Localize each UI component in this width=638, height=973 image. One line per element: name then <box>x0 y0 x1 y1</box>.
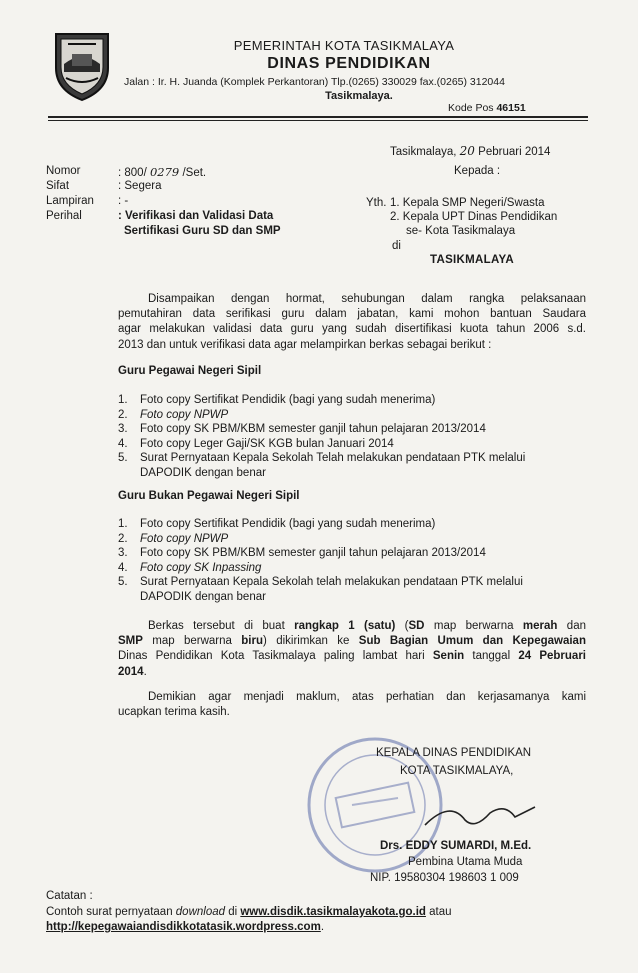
list-item-text: Foto copy SK Inpassing <box>140 561 262 574</box>
list-item-text: Foto copy NPWP <box>140 408 229 421</box>
footer-text-a: Contoh surat pernyataan <box>46 906 176 918</box>
closing-text-l: Sub Bagian Umum dan Kepegawaian <box>358 635 586 648</box>
header-rule-thick <box>48 116 588 118</box>
closing-text-d: SD <box>408 620 425 632</box>
list-item-text: Foto copy Leger Gaji/SK KGB bulan Januari 2014 <box>140 437 394 450</box>
list-item-text: Foto copy SK PBM/KBM semester ganjil tahun pelajaran 2013/2014 <box>140 547 486 560</box>
signer-name: Drs. EDDY SUMARDI, M.Ed. <box>380 840 532 852</box>
lampiran-value: : - <box>118 195 129 207</box>
intro-line-1: Disampaikan dengan hormat, sehubungan dalam rangka pelaksanaan <box>148 293 586 305</box>
closing-line-3 <box>118 649 586 664</box>
signer-title-1: KEPALA DINAS PENDIDIKAN <box>376 747 532 759</box>
yth-label: Yth. <box>366 197 387 209</box>
list-item <box>118 575 588 590</box>
list-item <box>118 393 588 408</box>
closing-text-a: Berkas tersebut di buat <box>148 620 295 632</box>
list-item <box>118 590 588 605</box>
intro-line-2: pemutahiran data serifikasi guru dalam jabatan, kami mohon bantuan Saudara <box>118 308 586 321</box>
closing-text-i: map berwarna <box>142 635 242 648</box>
closing-line-1 <box>118 619 586 634</box>
list-item <box>118 532 588 547</box>
header-rule-thin <box>48 120 588 121</box>
intro-paragraph <box>118 292 586 353</box>
signature-scribble-icon <box>420 795 540 835</box>
nomor-suffix: /Set. <box>182 167 207 179</box>
list-item-text: DAPODIK dengan benar <box>140 467 266 479</box>
list-item-text: Foto copy Sertifikat Pendidik (bagi yang sudah menerima) <box>140 518 436 530</box>
perihal-line-1: : Verifikasi dan Validasi Data <box>118 210 274 222</box>
list-item-text: Surat Pernyataan Kepala Sekolah telah melakukan pendataan PTK melalui <box>140 576 523 589</box>
intro-line-4: 2013 dan untuk verifikasi data agar melampirkan berkas sebagai berikut : <box>118 338 492 351</box>
di-label: di <box>392 240 401 252</box>
agency-name: DINAS PENDIDIKAN <box>267 55 431 72</box>
footer-line-2 <box>46 921 606 933</box>
thanks-paragraph <box>118 690 586 720</box>
footer-text-d: atau <box>425 906 452 918</box>
list-item-number: 3. <box>118 547 128 560</box>
date-place: Tasikmalaya, <box>390 146 457 158</box>
closing-text-n: Senin <box>432 650 465 663</box>
recipient-line-2: 2. Kepala UPT Dinas Pendidikan <box>390 211 558 223</box>
nomor-prefix: : 800/ <box>118 167 147 179</box>
list-item-number: 2. <box>118 532 128 545</box>
pns-heading: Guru Pegawai Negeri Sipil <box>118 365 262 377</box>
closing-text-b: rangkap 1 (satu) <box>294 620 396 632</box>
list-item-number: 4. <box>118 561 128 574</box>
agency-address: Jalan : Ir. H. Juanda (Komplek Perkantoran) Tlp.(0265) 330029 fax.(0265) 312044 <box>124 76 505 88</box>
list-item-text: Foto copy SK PBM/KBM semester ganjil tahun pelajaran 2013/2014 <box>140 423 486 436</box>
list-item <box>118 408 588 423</box>
closing-text-q: 2014 <box>118 665 144 678</box>
kepada-label: Kepada : <box>454 165 501 177</box>
date-month-year: Pebruari 2014 <box>478 146 551 158</box>
perihal-label: Perihal <box>46 210 82 222</box>
nonpns-heading: Guru Bukan Pegawai Negeri Sipil <box>118 490 300 502</box>
list-item-text: DAPODIK dengan benar <box>140 591 266 603</box>
closing-text-o: tanggal <box>464 650 519 663</box>
closing-paragraph <box>118 619 586 680</box>
closing-line-2 <box>118 634 586 649</box>
sifat-label: Sifat <box>46 180 70 192</box>
signer-rank: Pembina Utama Muda <box>408 856 523 868</box>
closing-text-p: 24 Pebruari <box>518 650 586 663</box>
closing-text-r: . <box>143 665 147 678</box>
nomor-label: Nomor <box>46 165 81 177</box>
closing-text-m: Dinas Pendidikan Kota Tasikmalaya paling lambat hari <box>118 650 433 663</box>
closing-text-e: map berwarna <box>424 620 523 632</box>
list-item <box>118 517 588 532</box>
list-item-number: 5. <box>118 452 128 465</box>
intro-line-3: agar melakukan validasi data guru yang sudah disertifikasi kuota tahun 2006 s.d. <box>118 323 586 336</box>
list-item-number: 2. <box>118 408 128 421</box>
list-item-number: 5. <box>118 576 128 589</box>
list-item <box>118 437 588 452</box>
list-item <box>118 561 588 576</box>
catatan-label: Catatan : <box>46 890 93 902</box>
footer-text-download: download <box>175 906 226 918</box>
list-item-text: Foto copy NPWP <box>140 532 229 545</box>
postal-code <box>448 102 526 114</box>
list-item-number: 4. <box>118 437 128 450</box>
letter-date <box>390 144 550 158</box>
closing-text-f: merah <box>522 620 558 632</box>
footer-text-c: di <box>225 906 241 918</box>
recipient-line-1: 1. Kepala SMP Negeri/Swasta <box>390 197 545 209</box>
list-item <box>118 546 588 561</box>
closing-text-h: SMP <box>118 635 143 648</box>
thanks-line-1: Demikian agar menjadi maklum, atas perhatian dan kerjasamanya kami <box>148 691 586 703</box>
thanks-line-2: ucapkan terima kasih. <box>118 706 230 719</box>
signer-title-2: KOTA TASIKMALAYA, <box>400 765 514 777</box>
lampiran-label: Lampiran <box>46 195 94 207</box>
closing-text-k: ) dikirimkan ke <box>263 635 359 648</box>
government-name: PEMERINTAH KOTA TASIKMALAYA <box>233 38 455 53</box>
agency-city: Tasikmalaya. <box>325 90 393 102</box>
nonpns-list <box>118 517 588 607</box>
date-day-handwritten: 20 <box>459 144 475 158</box>
footer-line-1 <box>46 906 606 918</box>
list-item-number: 1. <box>118 394 128 406</box>
list-item <box>118 466 588 481</box>
closing-text-c: ( <box>395 620 409 632</box>
footer-text-end: . <box>320 921 325 933</box>
nomor-handwritten: 0279 <box>149 165 180 179</box>
recipient-city: TASIKMALAYA <box>430 254 515 266</box>
list-item <box>118 451 588 466</box>
sifat-value: : Segera <box>118 180 162 192</box>
closing-text-j: biru <box>241 635 264 648</box>
perihal-line-2: Sertifikasi Guru SD dan SMP <box>124 225 281 237</box>
pns-list <box>118 393 588 483</box>
list-item-number: 3. <box>118 423 128 436</box>
postal-label: Kode Pos <box>448 102 494 114</box>
list-item-number: 1. <box>118 518 128 530</box>
disdik-website-link[interactable]: www.disdik.tasikmalayakota.go.id <box>240 906 426 918</box>
closing-text-g: dan <box>557 620 586 632</box>
recipient-line-3: se- Kota Tasikmalaya <box>406 225 516 237</box>
postal-number: 46151 <box>496 102 526 114</box>
list-item <box>118 422 588 437</box>
nomor-value <box>118 165 206 179</box>
list-item-text: Surat Pernyataan Kepala Sekolah Telah melakukan pendataan PTK melalui <box>140 452 526 465</box>
closing-line-4 <box>118 665 586 680</box>
list-item-text: Foto copy Sertifikat Pendidik (bagi yang sudah menerima) <box>140 394 436 406</box>
kepegawaian-blog-link[interactable]: http://kepegawaiandisdikkotatasik.wordpress.com <box>46 921 321 933</box>
signer-nip: NIP. 19580304 198603 1 009 <box>370 872 519 884</box>
